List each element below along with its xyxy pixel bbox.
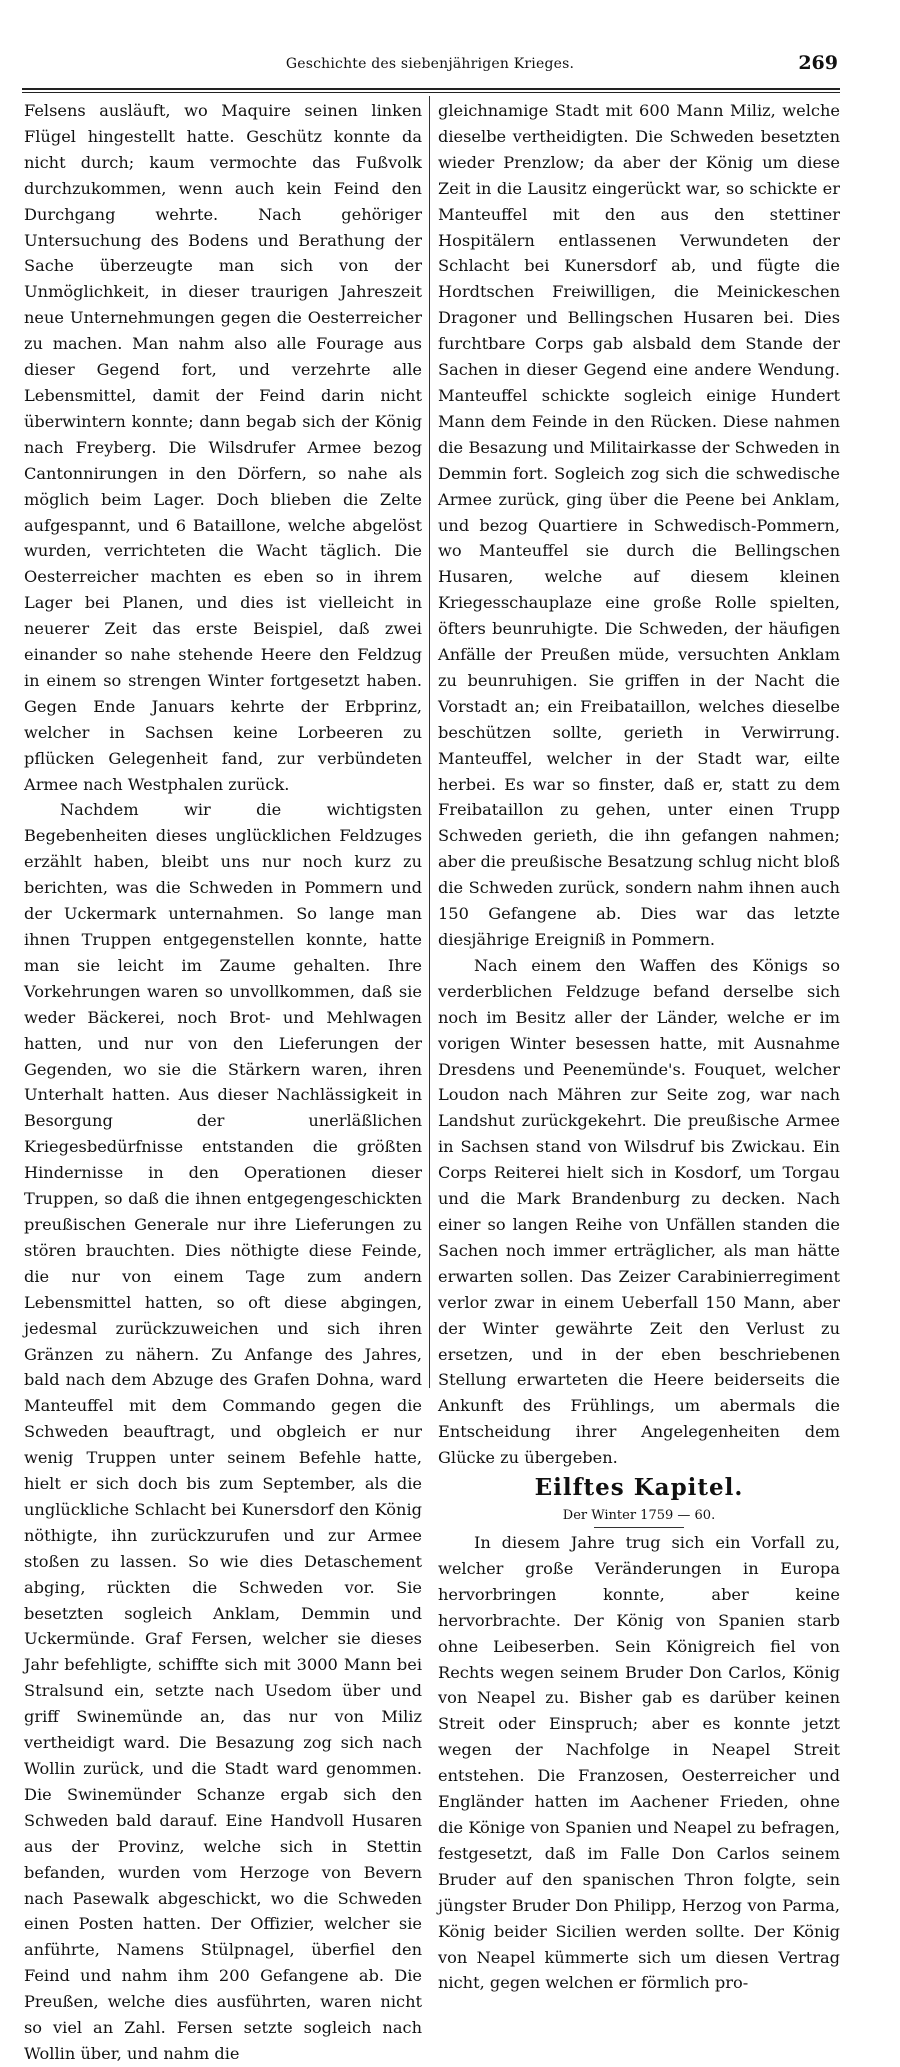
running-header	[22, 54, 838, 84]
running-title: Geschichte des siebenjährigen Krieges.	[285, 56, 575, 72]
page-number: 269	[798, 52, 838, 74]
column-divider	[429, 96, 430, 1388]
paragraph: In diesem Jahre trug sich ein Vorfall zu, welcher große Veränderungen in Europa hervorbringen konnte, aber keine hervorbrachte. Der König von Spanien starb ohne Leibeserben. Sein Königreich fiel von Rechts wegen seinem Bruder Don Carlos, König von Neapel zu. Bisher gab es darüber keinen Streit oder Einspruch; aber es konnte jetzt wegen der Nachfolge in Neapel Streit entstehen. Die Franzosen, Oesterreicher und Engländer hatten im Aachener Frieden, ohne die Könige von Spanien und Neapel zu befragen, festgesetzt, daß im Falle Don Carlos seinem Bruder auf den spanischen Thron folgte, sein jüngster Bruder Don Philipp, Herzog von Parma, König beider Sicilien werden sollte. Der König von Neapel kümmerte sich um diesen Vertrag nicht, gegen welchen er förmlich pro-	[438, 1533, 840, 1993]
paragraph: Felsens ausläuft, wo Maquire seinen linken Flügel hingestellt hatte. Geschütz konnte da nicht durch; kaum vermochte das Fußvolk durchzukommen, wenn auch kein Feind den Durchgang wehrte. Nach gehöriger Untersuchung des Bodens und Berathung der Sache überzeugte man sich von der Unmöglichkeit, in dieser traurigen Jahreszeit neue Unternehmungen gegen die Oesterreicher zu machen. Man nahm also alle Fourage aus dieser Gegend fort, und verzehrte alle Lebensmittel, damit der Feind darin nicht überwintern konnte; dann begab sich der König nach Freyberg. Die Wilsdrufer Armee bezog Cantonnirungen in den Dörfern, so nahe als möglich beim Lager. Doch blieben die Zelte aufgespannt, und 6 Bataillone, welche abgelöst wurden, verrichteten die Wacht täglich. Die Oesterreicher machten es eben so in ihrem Lager bei Planen, und dies ist vielleicht in neuerer Zeit das erste Beispiel, daß zwei einander so nahe stehende Heere den Feldzug in einem so strengen Winter fortgesetzt haben. Gegen Ende Januars kehrte der Erbprinz, welcher in Sachsen keine Lorbeeren zu pflücken Gelegenheit fand, zur verbündeten Armee nach Westphalen zurück.	[24, 101, 422, 794]
right-column	[438, 98, 840, 1996]
header-rule	[22, 88, 840, 90]
paragraph: Nach einem den Waffen des Königs so verderblichen Feldzuge befand derselbe sich noch im Besitz aller der Länder, welche er im vorigen Winter besessen hatte, mit Ausnahme Dresdens und Peenemünde's. Fouquet, welcher Loudon nach Mähren zur Seite zog, war nach Landshut zurückgekehrt. Die preußische Armee in Sachsen stand von Wilsdruf bis Zwickau. Ein Corps Reiterei hielt sich in Kosdorf, um Torgau und die Mark Brandenburg zu decken. Nach einer so langen Reihe von Unfällen standen die Sachen noch immer erträglicher, als man hätte erwarten sollen. Das Zeizer Carabinierregiment verlor zwar in einem Ueberfall 150 Mann, aber der Winter gewährte Zeit den Verlust zu ersetzen, und in der eben beschriebenen Stellung erwarteten die Heere beiderseits die Ankunft des Frühlings, um abermals die Entscheidung ihrer Angelegenheiten dem Glücke zu übergeben.	[438, 955, 840, 1468]
header-rule-thin	[22, 92, 840, 93]
left-column	[24, 98, 422, 2067]
chapter-title: Eilftes Kapitel.	[534, 1474, 744, 1502]
chapter-rule	[594, 1527, 684, 1528]
paragraph: gleichnamige Stadt mit 600 Mann Miliz, welche dieselbe vertheidigten. Die Schweden besetzten wieder Prenzlow; da aber der König um diese Zeit in die Lausitz eingerückt war, so schickte er Manteuffel mit den aus den stettiner Hospitälern entlassenen Verwundeten der Schlacht bei Kunersdorf ab, und fügte die Hordtschen Freiwilligen, die Meinickeschen Dragoner und Bellingschen Husaren bei. Dies furchtbare Corps gab alsbald dem Stande der Sachen in dieser Gegend eine andere Wendung. Manteuffel schickte sogleich einige Hundert Mann dem Feinde in den Rücken. Diese nahmen die Besazung und Militairkasse der Schweden in Demmin fort. Sogleich zog sich die schwedische Armee zurück, ging über die Peene bei Anklam, und bezog Quartiere in Schwedisch-Pommern, wo Manteuffel sie durch die Bellingschen Husaren, welche auf diesem kleinen Kriegesschauplaze eine große Rolle spielten, öfters beunruhigte. Die Schweden, der häufigen Anfälle der Preußen müde, versuchten Anklam zu beunruhigen. Sie griffen in der Nacht die Vorstadt an; ein Freibataillon, welches dieselbe beschützen sollte, gerieth in Verwirrung. Manteuffel, welcher in der Stadt war, eilte herbei. Es war so finster, daß er, statt zu dem Freibataillon zu gehen, unter einen Trupp Schweden gerieth, die ihn gefangen nahmen; aber die preußische Besatzung schlug nicht bloß die Schweden zurück, sondern nahm ihnen auch 150 Gefangene ab. Dies war das letzte diesjährige Ereigniß in Pommern.	[438, 101, 840, 949]
chapter-subtitle: Der Winter 1759 — 60.	[562, 1508, 716, 1524]
paragraph: Nachdem wir die wichtigsten Begebenheiten dieses unglücklichen Feldzuges erzählt haben, bleibt uns nur noch kurz zu berichten, was die Schweden in Pommern und der Uckermark unternahmen. So lange man ihnen Truppen entgegenstellen konnte, hatte man sie leicht im Zaume gehalten. Ihre Vorkehrungen waren so unvollkommen, daß sie weder Bäckerei, noch Brot- und Mehlwagen hatten, und nur von den Lieferungen der Gegenden, wo sie die Stärkern waren, ihren Unterhalt hatten. Aus dieser Nachlässigkeit in Besorgung der unerläßlichen Kriegesbedürfnisse entstanden die größten Hindernisse in den Operationen dieser Truppen, so daß die ihnen entgegengeschickten preußischen Generale nur ihre Lieferungen zu stören brauchten. Dies nöthigte diese Feinde, die nur von einem Tage zum andern Lebensmittel hatten, so oft diese abgingen, jedesmal zurückzuweichen und sich ihren Gränzen zu nähern. Zu Anfange des Jahres, bald nach dem Abzuge des Grafen Dohna, ward Manteuffel mit dem Commando gegen die Schweden beauftragt, und obgleich er nur wenig Truppen unter seinem Befehle hatte, hielt er sich doch bis zum September, als die unglückliche Schlacht bei Kunersdorf den König nöthigte, ihn zurückzurufen und zur Armee stoßen zu lassen. So wie dies Detaschement abging, rückten die Schweden vor. Sie besetzten sogleich Anklam, Demmin und Uckermünde. Graf Fersen, welcher sie dieses Jahr befehligte, schiffte sich mit 3000 Mann bei Stralsund ein, setzte nach Usedom über und griff Swinemünde an, das nur von Miliz vertheidigt ward. Die Besazung zog sich nach Wollin zurück, und die Stadt ward genommen. Die Swinemünder Schanze ergab sich den Schweden bald darauf. Eine Handvoll Husaren aus der Provinz, welche sich in Stettin befanden, wurden vom Herzoge von Bevern nach Pasewalk abgeschickt, wo die Schweden einen Posten hatten. Der Offizier, welcher sie anführte, Namens Stülpnagel, überfiel den Feind und nahm ihm 200 Gefangene ab. Die Preußen, welche dies ausführten, waren nicht so viel an Zahl. Fersen setzte sogleich nach Wollin über, und nahm die	[24, 800, 422, 2063]
